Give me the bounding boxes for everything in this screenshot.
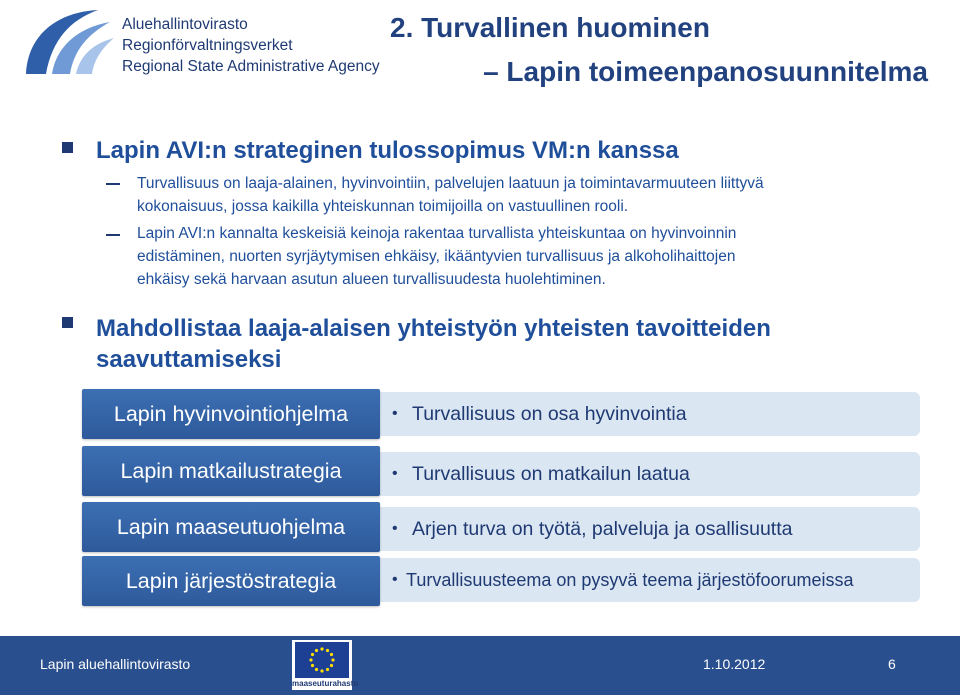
bullet-icon: • [392,465,398,482]
program-box-2: Lapin matkailustrategia [82,446,380,496]
logo-line-2: Regionförvaltningsverket [122,37,293,54]
dash-bullet-icon [106,234,120,236]
goal-text: Turvallisuus on matkailun laatua [412,463,690,485]
program-box-3: Lapin maaseutuohjelma [82,502,380,552]
goal-text: Turvallisuus on osa hyvinvointia [412,403,687,425]
section1-item-2: Lapin AVI:n kannalta keskeisiä keinoja rakentaa turvallista yhteiskuntaa on hyvinvoinnin edistäminen, nuorten syrjäytymisen ehkäisy, ikääntyvien turvallisuus ja alkoholihaittojen ehkäisy sekä harvaan asutun alueen turvallisuudesta huolehtiminen. [137,225,737,288]
goal-box-4 [380,558,920,602]
goal-text: Turvallisuusteema on pysyvä teema järjestöfoorumeissa [406,570,854,590]
logo [18,4,388,82]
avi-logo-mark-icon [18,4,118,82]
eu-flag-icon [295,642,349,678]
square-bullet-icon [62,317,73,328]
dash-bullet-icon [106,183,120,185]
square-bullet-icon [62,142,73,153]
eu-flag-logo [292,640,359,690]
bullet-icon: • [392,571,398,588]
footer-org: Lapin aluehallintovirasto [40,656,191,672]
title-line-1: 2. Turvallinen huominen [390,12,710,43]
section1-item-1: Turvallisuus on laaja-alainen, hyvinvointiin, palvelujen laatuun ja toimintavarmuuteen liittyvä kokonaisuus, jossa kaikilla yhteiskunnan toimijoilla on vastuullinen rooli. [137,175,764,215]
logo-line-1: Aluehallintovirasto [122,16,248,33]
footer [0,636,960,695]
footer-date: 1.10.2012 [703,656,766,672]
goal-box-2 [380,452,920,496]
goal-box-3 [380,507,920,551]
page-number: 6 [888,656,896,672]
program-box-1: Lapin hyvinvointiohjelma [82,389,380,439]
eu-caption: maaseuturahasto [292,679,359,688]
bullet-icon: • [392,405,398,422]
section1-heading: Lapin AVI:n strateginen tulossopimus VM:n kanssa [96,137,679,164]
program-box-4: Lapin järjestöstrategia [82,556,380,606]
goal-box-1 [380,392,920,436]
goal-text: Arjen turva on työtä, palveluja ja osallisuutta [412,518,793,540]
logo-line-3: Regional State Administrative Agency [122,58,380,75]
section2-heading: Mahdollistaa laaja-alaisen yhteistyön yhteisten tavoitteiden saavuttamiseksi [96,315,771,373]
bullet-icon: • [392,520,398,537]
title-line-2: – Lapin toimeenpanosuunnitelma [483,56,928,87]
